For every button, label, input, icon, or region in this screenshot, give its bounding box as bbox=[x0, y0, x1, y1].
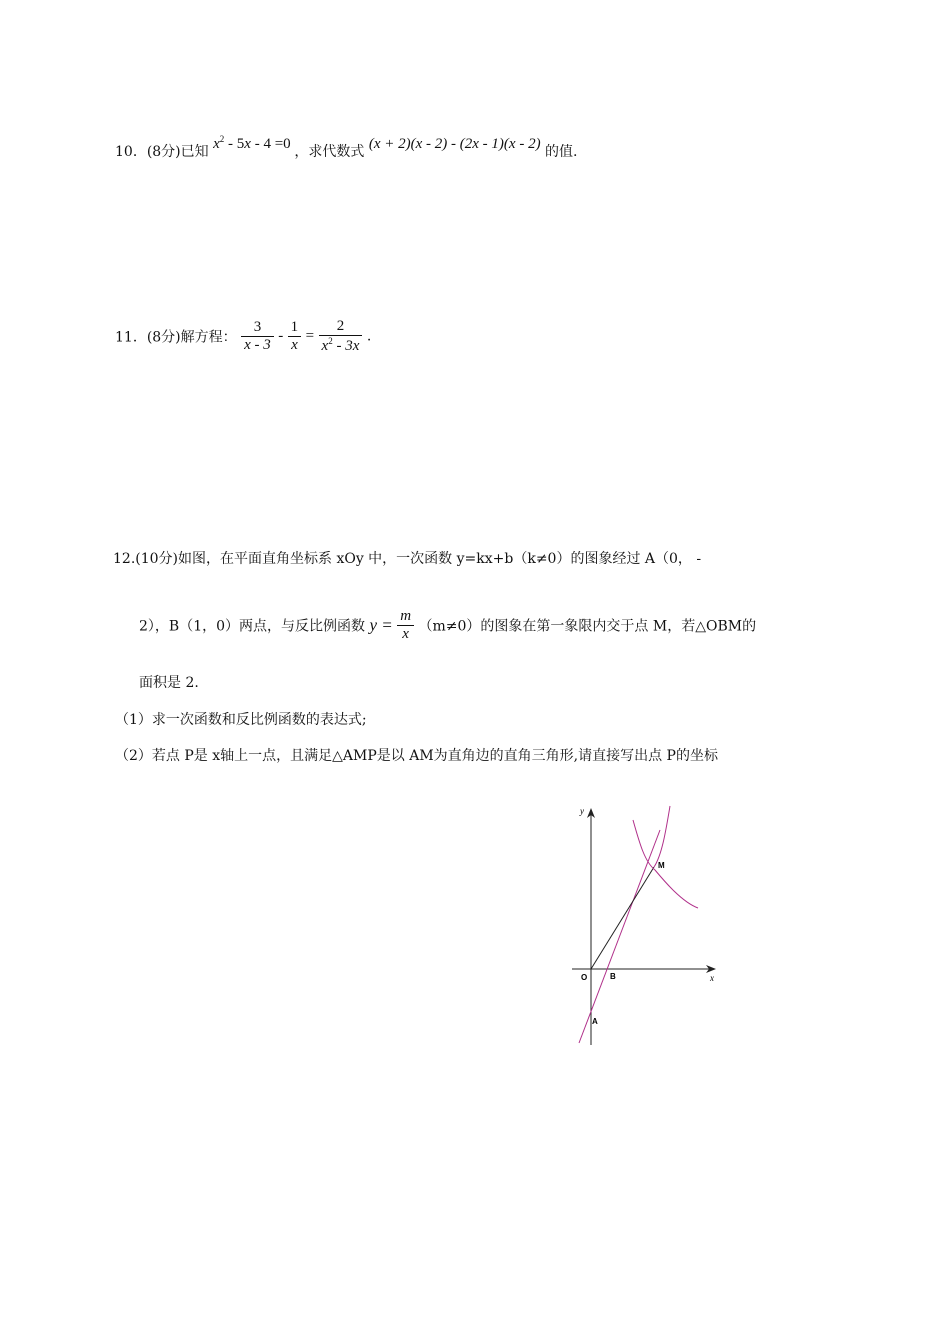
q12-sub-1: （1）求一次函数和反比例函数的表达式; bbox=[115, 712, 367, 728]
q11-minus: - bbox=[278, 328, 284, 344]
label-o: O bbox=[581, 973, 588, 982]
q12-line-1: 12.(10分)如图，在平面直角坐标系 xOy 中，一次函数 y=kx+b（k≠0）的图象经过 A（0， - bbox=[113, 551, 702, 567]
q11-equals: = bbox=[305, 328, 315, 344]
q12-fraction-lhs: y = bbox=[369, 615, 393, 635]
q11-end: . bbox=[366, 328, 372, 345]
question-10 bbox=[115, 132, 577, 167]
q12-line-2-a: 2），B（1，0）两点，与反比例函数 bbox=[139, 618, 366, 635]
label-a: A bbox=[592, 1017, 598, 1026]
inverse-proportion-curve-upper bbox=[654, 806, 670, 867]
q10-mid: ，求代数式 bbox=[294, 144, 365, 160]
label-b: B bbox=[610, 972, 616, 981]
q12-line-2 bbox=[139, 608, 756, 643]
q10-equation: $x^2 - 5x - 4 =0$ bbox=[213, 134, 291, 152]
coordinate-figure bbox=[570, 800, 730, 1050]
label-y: y bbox=[580, 806, 584, 816]
q10-tail: 的值. bbox=[545, 144, 578, 160]
label-x: x bbox=[710, 973, 714, 983]
q12-line-3: 面积是 2. bbox=[139, 675, 199, 691]
q10-label: 10．(8分)已知 bbox=[115, 144, 209, 160]
q11-fraction-3: $\frac{2}{x^2 - 3x}$ bbox=[319, 318, 363, 355]
q12-line-2-b: （m≠0）的图象在第一象限内交于点 M，若△OBM的 bbox=[418, 618, 757, 635]
label-m: M bbox=[658, 861, 665, 870]
q11-label: 11．(8分)解方程： bbox=[115, 329, 237, 346]
question-11 bbox=[115, 318, 371, 355]
q12-fraction: $\frac{m}{x}$ bbox=[397, 608, 414, 643]
segment-om bbox=[591, 867, 654, 969]
q11-fraction-1: $\frac{3}{x - 3}$ bbox=[241, 319, 274, 354]
q12-sub-2: （2）若点 P是 x轴上一点，且满足△AMP是以 AM为直角边的直角三角形,请直接写出点 P的坐标 bbox=[115, 748, 718, 764]
q10-expression: (x + 2)(x - 2) - (2x - 1)(x - 2) bbox=[368, 136, 541, 152]
q11-fraction-2: $\frac{1}{x}$ bbox=[288, 319, 302, 354]
